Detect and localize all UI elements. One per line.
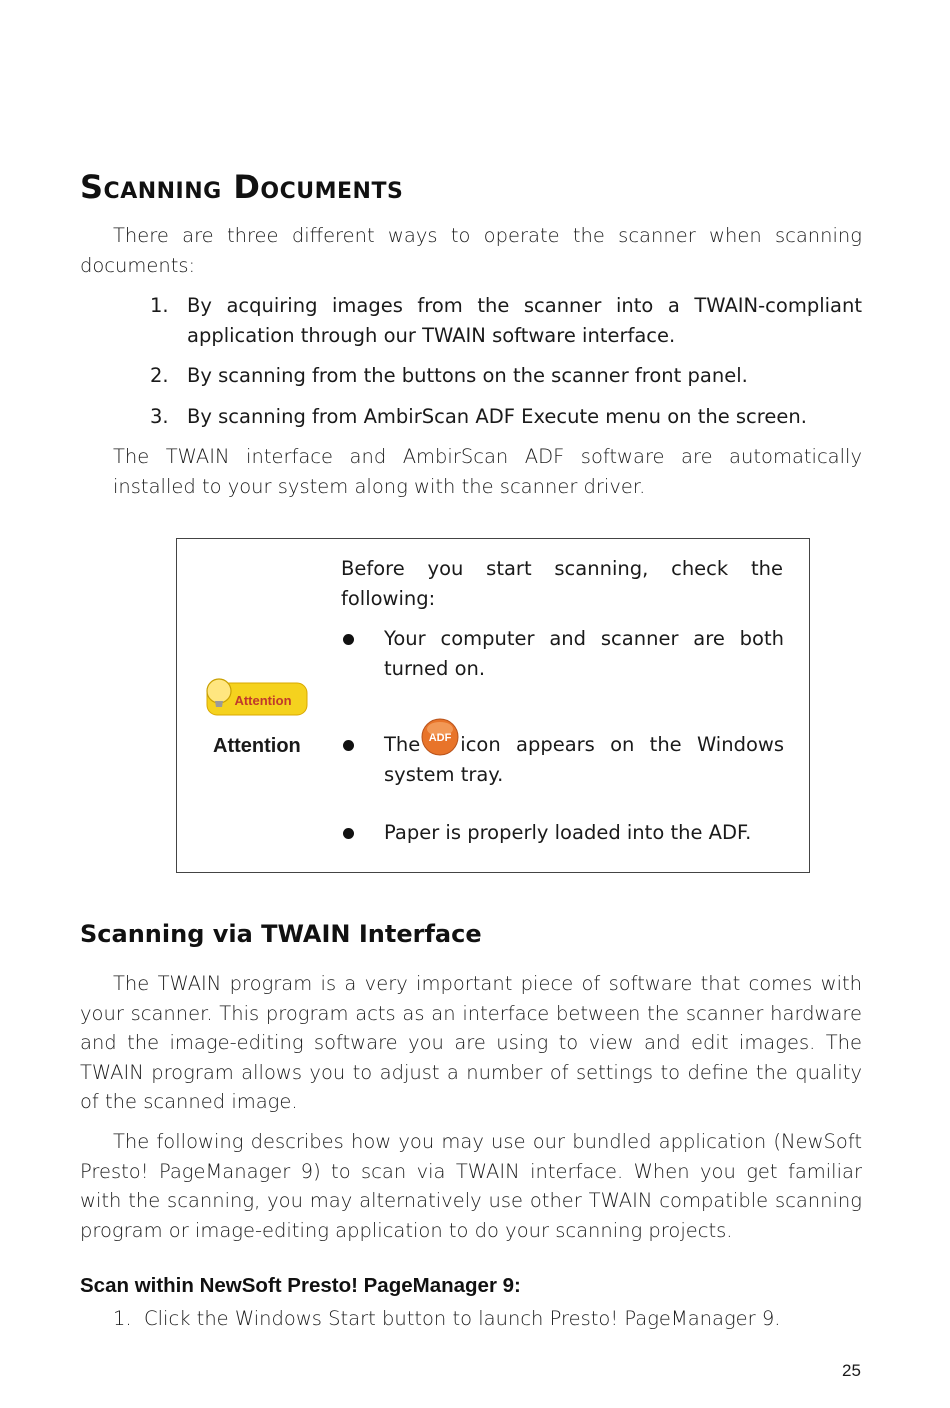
bullet-dot xyxy=(343,828,354,839)
step-text: Click the Windows Start button to launch Presto! PageManager 9. xyxy=(144,1307,781,1330)
section-paragraph-2: The following describes how you may use our bundled application (NewSoft Presto! PageManager 9) to scan via TWAIN interface. When you get familiar with the scanning, you may alternatively use other TWAIN compatible scanning program or image-editing application to do your scanning projects. xyxy=(80,1130,862,1242)
svg-text:ADF: ADF xyxy=(428,732,452,744)
list-item-text: By scanning from AmbirScan ADF Execute menu on the screen. xyxy=(187,404,807,428)
list-item-text: By acquiring images from the scanner into a TWAIN-compliant application through our TWAIN software interface. xyxy=(187,294,862,347)
intro-paragraph: There are three different ways to operate the scanner when scanning documents: xyxy=(80,224,862,277)
bullet-2-text-before: The xyxy=(384,733,421,756)
list-item xyxy=(150,291,862,350)
bullet-dot xyxy=(343,740,354,751)
subsection-heading: Scan within NewSoft Presto! PageManager 9: xyxy=(80,1274,521,1297)
attention-bullet-3: Paper is properly loaded into the ADF. xyxy=(384,821,752,844)
list-item xyxy=(150,361,862,391)
attention-icon xyxy=(205,677,309,719)
step-number: 1. xyxy=(113,1307,132,1330)
list-item-text: By scanning from the buttons on the scanner front panel. xyxy=(187,364,748,387)
page-heading: Scanning Documents xyxy=(80,168,404,206)
bullet-2-text-after: icon appears on the Windows system tray. xyxy=(384,733,784,786)
attention-caption: Attention xyxy=(213,735,301,757)
attention-bullet-1: Your computer and scanner are both turned on. xyxy=(384,627,784,680)
methods-list xyxy=(150,291,862,442)
list-item-number: 1. xyxy=(150,294,169,317)
attention-bullet-2 xyxy=(384,730,784,789)
list-item-number: 3. xyxy=(150,404,169,428)
adf-tray-icon xyxy=(420,717,460,757)
attention-box xyxy=(176,538,810,873)
svg-text:Attention: Attention xyxy=(234,693,292,708)
bullet-dot xyxy=(343,634,354,645)
attention-lead: Before you start scanning, check the following: xyxy=(341,557,783,610)
list-item xyxy=(150,402,862,432)
section-paragraph-1: The TWAIN program is a very important piece of software that comes with your scanner. This program acts as an interface between the scanner hardware and the image-editing software you are using to view and edit images. The TWAIN program allows you to adjust a number of settings to define the quality of the scanned image. xyxy=(80,972,862,1113)
step-1 xyxy=(113,1304,862,1334)
install-note: The TWAIN interface and AmbirScan ADF software are automatically installed to your system along with the scanner driver. xyxy=(113,445,862,498)
list-item-number: 2. xyxy=(150,364,169,387)
section-heading: Scanning via TWAIN Interface xyxy=(80,920,482,948)
page-number: 25 xyxy=(842,1361,861,1380)
